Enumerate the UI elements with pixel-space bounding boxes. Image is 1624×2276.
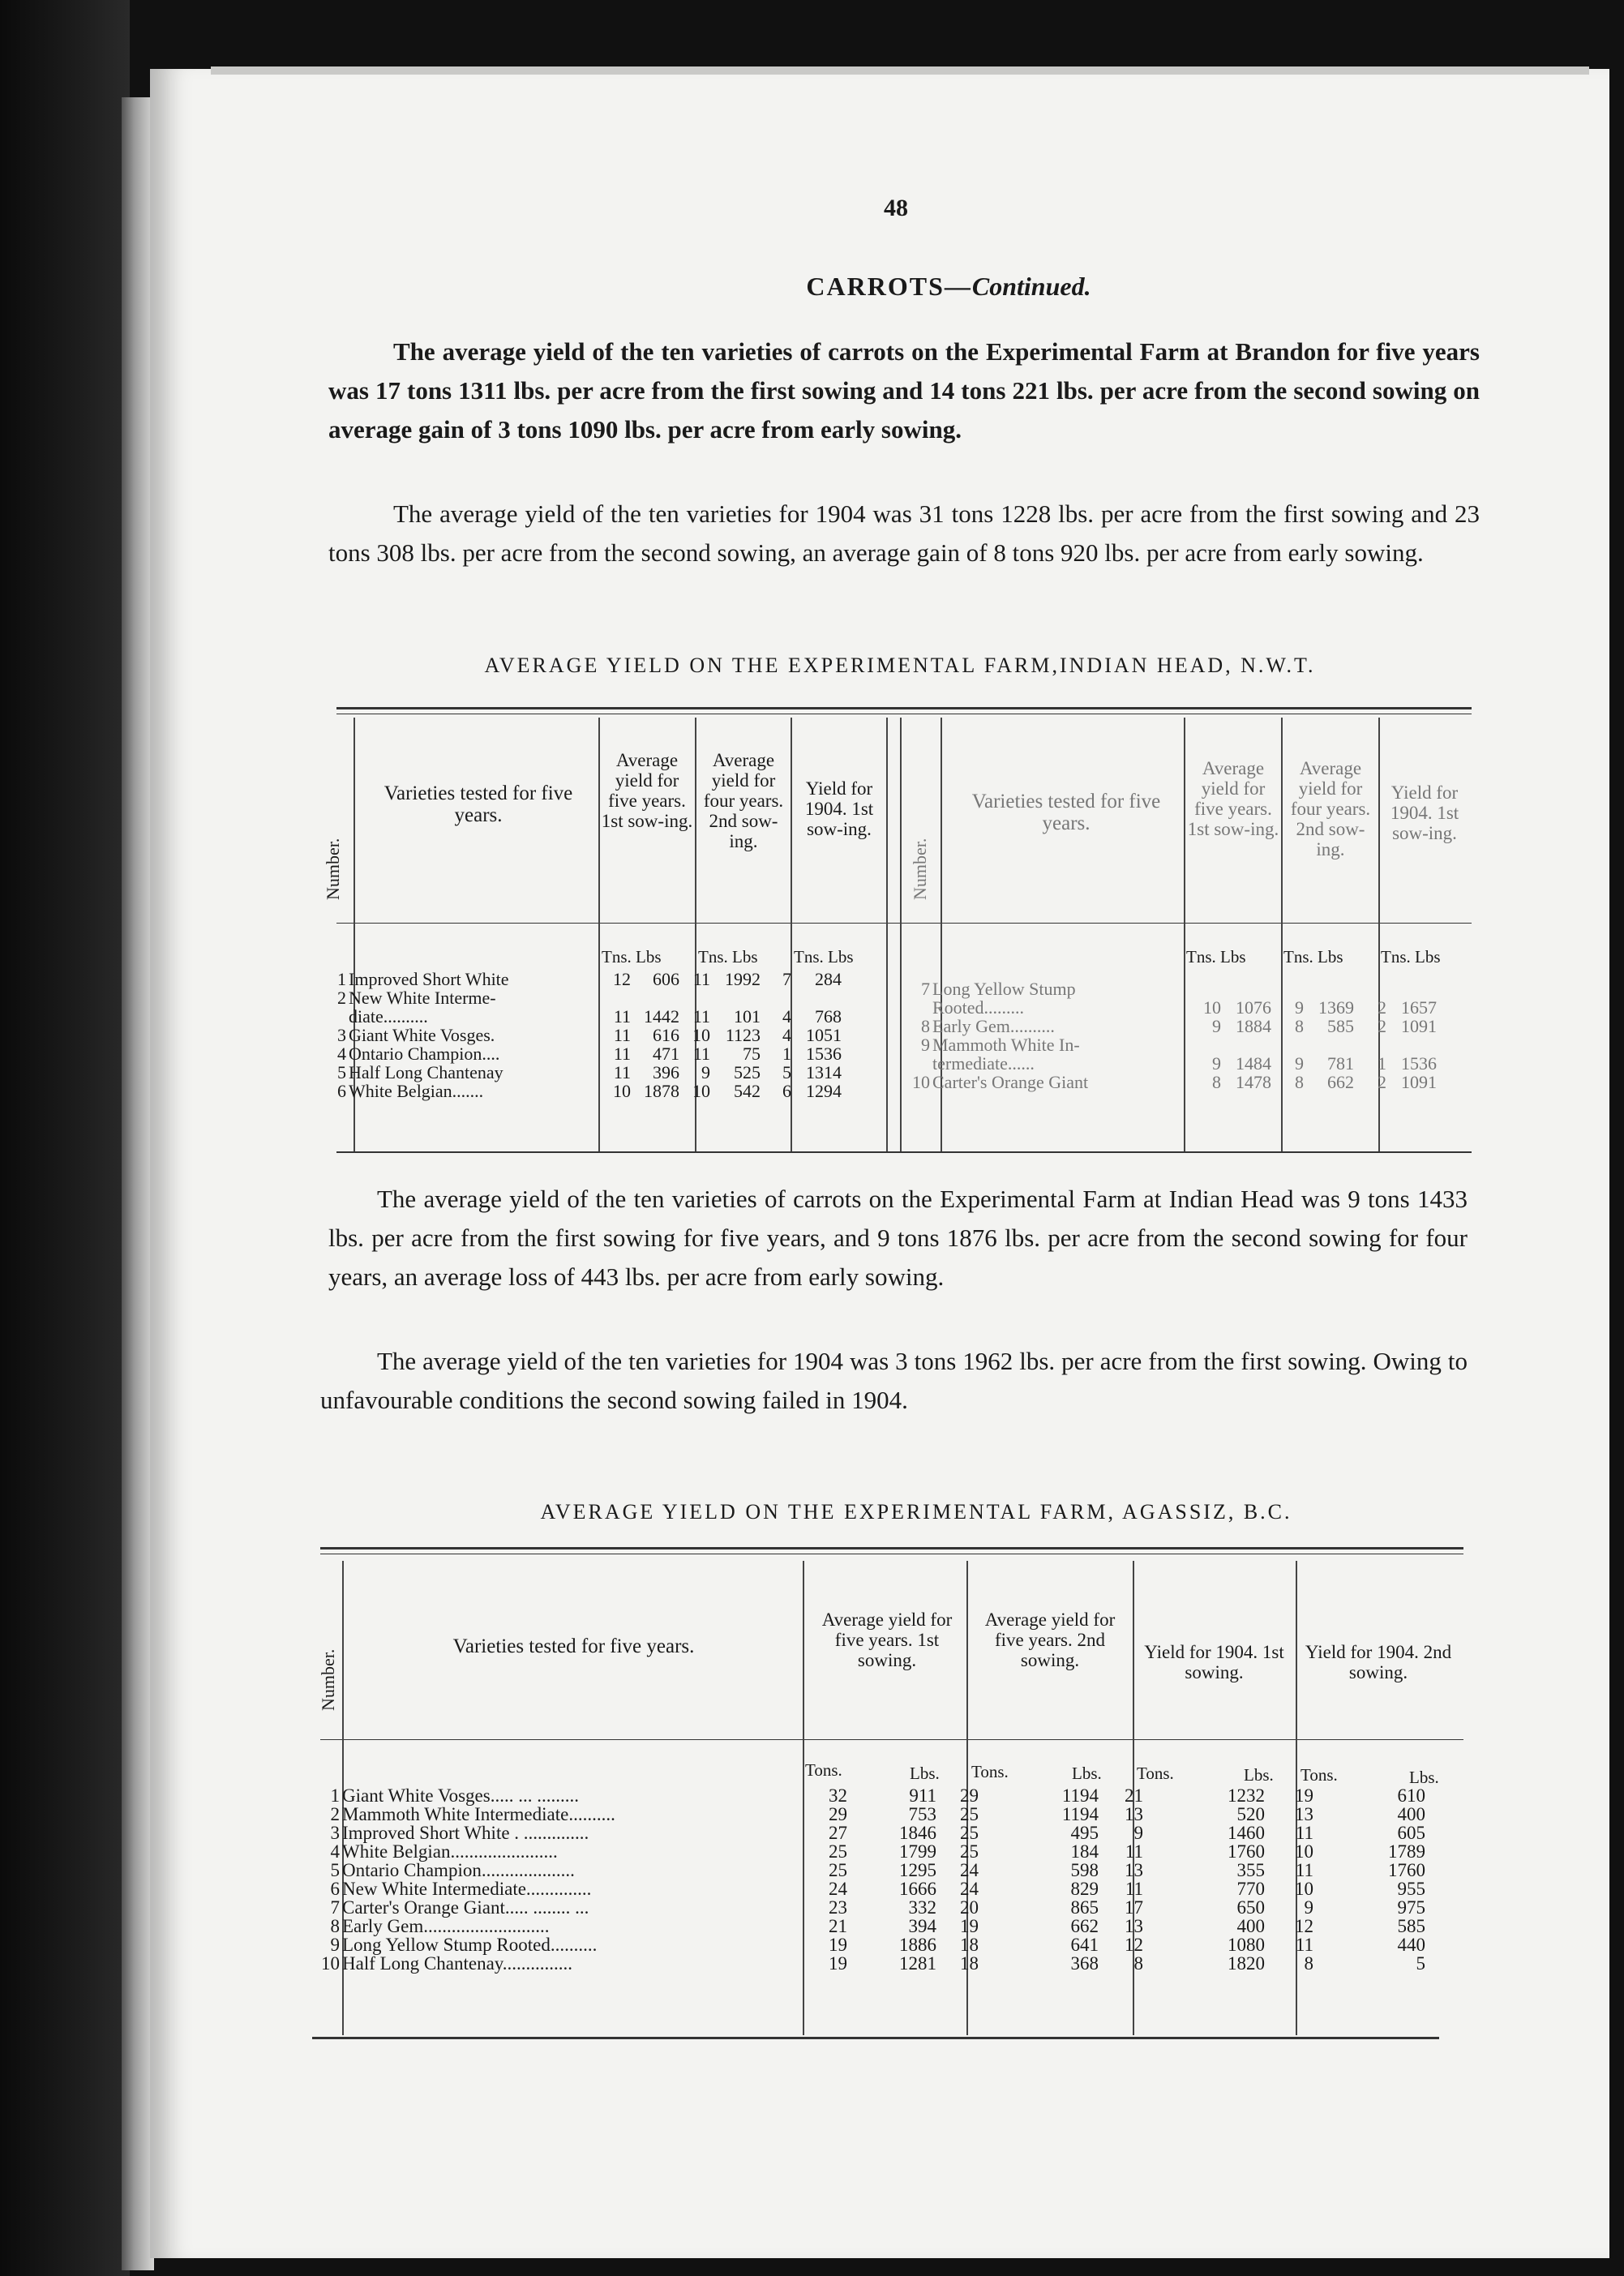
tons-value: 13 <box>1295 1804 1313 1824</box>
paragraph-brandon-five-years: The average yield of the ten varieties of carrots on the Experimental Farm at Brandon for five years was 17 tons 1311 lbs. per acre from the first sowing and 14 tons 221 lbs. per acre from the second sowing on average gain of 3 tons 1090 lbs. per acre from early sowing. <box>328 337 1480 444</box>
table-row <box>318 1842 1425 1861</box>
table-row <box>328 970 842 988</box>
tons-value: 18 <box>960 1935 979 1955</box>
tons-value: 19 <box>829 1935 847 1955</box>
row-number: 4 <box>330 1841 340 1862</box>
tons-value <box>1271 979 1304 998</box>
lbs-value: 1314 <box>806 1062 842 1082</box>
header-avg-first-sowing: Average yield for five years. 1st sowing. <box>821 1609 953 1670</box>
lbs-value <box>1221 979 1271 998</box>
units-tons: Tons. <box>1300 1765 1338 1785</box>
tons-value: 25 <box>960 1804 979 1824</box>
table-bottom-rule <box>336 1151 1472 1153</box>
lbs-value: 955 <box>1397 1879 1425 1899</box>
header-bottom-rule <box>320 1739 1463 1740</box>
tons-value: 11 <box>1125 1841 1143 1862</box>
header-number-left: Number. <box>323 838 343 900</box>
lbs-value: 1666 <box>899 1879 936 1899</box>
lbs-value: 5 <box>1416 1953 1425 1974</box>
row-number: 9 <box>921 1035 930 1055</box>
tons-value <box>1354 1035 1386 1054</box>
row-number: 9 <box>330 1935 340 1955</box>
header-number-right: Number. <box>910 838 930 900</box>
tons-value <box>1354 979 1386 998</box>
lbs-value <box>1386 979 1437 998</box>
header-avg4-right: Average yield for four years. 2nd sow-ing. <box>1290 758 1371 859</box>
lbs-value <box>1386 1035 1437 1054</box>
variety-name: New White Intermediate.............. <box>342 1879 592 1899</box>
row-number: 2 <box>337 988 346 1008</box>
tons-value <box>1271 1035 1304 1054</box>
lbs-value: 1194 <box>1061 1785 1099 1806</box>
variety-name: Early Gem.......... <box>932 1016 1055 1036</box>
tons-value: 21 <box>829 1916 847 1936</box>
book-gutter <box>122 97 154 2270</box>
lbs-value <box>1221 1035 1271 1054</box>
variety-name: Improved Short White . .............. <box>342 1823 589 1843</box>
table-row <box>318 1861 1425 1880</box>
header-1904-left: Yield for 1904. 1st sow-ing. <box>804 778 874 839</box>
tons-value: 5 <box>782 1062 791 1082</box>
lbs-value: 1295 <box>899 1860 936 1880</box>
section-heading <box>649 272 1249 302</box>
tons-value: 2 <box>1378 1016 1386 1036</box>
variety-name: New White Interme- <box>349 988 496 1008</box>
lbs-value: 911 <box>909 1785 936 1806</box>
table-row <box>318 1880 1425 1898</box>
lbs-value: 1820 <box>1228 1953 1265 1974</box>
table-title-indian-head: AVERAGE YIELD ON THE EXPERIMENTAL FARM,INDIAN HEAD, N.W.T. <box>484 654 1316 677</box>
tons-value: 25 <box>829 1841 847 1862</box>
lbs-value: 1657 <box>1401 997 1437 1018</box>
table-row <box>318 1805 1425 1824</box>
lbs-value: 1123 <box>725 1025 761 1045</box>
header-avg5-right: Average yield for five years. 1st sow-ing. <box>1187 758 1279 839</box>
lbs-value: 1884 <box>1236 1016 1271 1036</box>
row-number: 8 <box>330 1916 340 1936</box>
lbs-value: 332 <box>908 1897 936 1918</box>
tons-value <box>1190 1035 1221 1054</box>
variety-name: Giant White Vosges..... ... ......... <box>342 1785 579 1806</box>
lbs-value: 400 <box>1397 1804 1425 1824</box>
lbs-value: 1760 <box>1388 1860 1425 1880</box>
tons-value: 10 <box>692 1025 710 1045</box>
variety-name: Long Yellow Stump <box>932 979 1076 999</box>
tons-value: 12 <box>1295 1916 1313 1936</box>
header-number: Number. <box>318 1648 338 1711</box>
units-tons: Tons. <box>1137 1764 1174 1783</box>
tons-value: 8 <box>1295 1072 1304 1092</box>
tons-value: 19 <box>829 1953 847 1974</box>
variety-name: Giant White Vosges. <box>349 1025 495 1045</box>
tons-value: 11 <box>1295 1860 1313 1880</box>
lbs-value: 1536 <box>1401 1053 1437 1074</box>
tons-value: 11 <box>613 1062 631 1082</box>
header-variety-left: Varieties tested for five years. <box>384 782 573 826</box>
lbs-value: 184 <box>1070 1841 1099 1862</box>
tons-value: 27 <box>829 1823 847 1843</box>
table-row <box>892 1035 1437 1054</box>
lbs-value <box>1304 979 1354 998</box>
variety-name: Mammoth White In- <box>932 1035 1080 1055</box>
lbs-value: 1484 <box>1236 1053 1271 1074</box>
paragraph-indian-head-five-years: The average yield of the ten varieties of carrots on the Experimental Farm at Indian Head was 9 tons 1433 lbs. per acre from the first sowing for five years, and 9 tons 1876 lbs. per acre from the second sowing for four years, an average loss of 443 lbs. per acre from early sowing. <box>328 1185 1468 1291</box>
tons-value: 20 <box>960 1897 979 1918</box>
lbs-value: 585 <box>1327 1016 1354 1036</box>
tons-value: 18 <box>960 1953 979 1974</box>
tons-value: 4 <box>782 1006 791 1027</box>
header-1904-right: Yield for 1904. 1st sow-ing. <box>1390 782 1459 843</box>
lbs-value: 662 <box>1327 1072 1354 1092</box>
table-top-rule <box>336 707 1472 709</box>
variety-name: Carter's Orange Giant..... ........ ... <box>342 1897 589 1918</box>
table-row <box>892 998 1437 1017</box>
lbs-value: 284 <box>815 969 842 989</box>
tons-value: 8 <box>1212 1072 1221 1092</box>
tons-value: 10 <box>1295 1841 1313 1862</box>
row-number: 7 <box>330 1897 340 1918</box>
variety-name: termediate...... <box>932 1053 1035 1074</box>
page-number: 48 <box>884 195 908 221</box>
header-variety-right: Varieties tested for five years. <box>971 791 1161 834</box>
lbs-value <box>791 988 842 1007</box>
lbs-value: 829 <box>1070 1879 1099 1899</box>
table-row <box>328 988 842 1007</box>
header-bottom-rule <box>336 923 1472 924</box>
lbs-value: 1760 <box>1228 1841 1265 1862</box>
row-number: 5 <box>330 1860 340 1880</box>
tons-value: 10 <box>613 1081 631 1101</box>
tons-value: 29 <box>829 1804 847 1824</box>
lbs-value: 650 <box>1236 1897 1265 1918</box>
tons-value: 13 <box>1125 1916 1143 1936</box>
tons-value: 1 <box>1378 1053 1386 1074</box>
variety-name: White Belgian....................... <box>342 1841 558 1862</box>
header-1904-first-sowing: Yield for 1904. 1st sowing. <box>1144 1642 1284 1682</box>
lbs-value: 400 <box>1236 1916 1265 1936</box>
tons-value: 32 <box>829 1785 847 1806</box>
table-row <box>328 1007 842 1026</box>
units-label: Tns. Lbs <box>1381 947 1441 967</box>
tons-value: 11 <box>692 969 710 989</box>
tons-value: 13 <box>1125 1860 1143 1880</box>
lbs-value: 394 <box>908 1916 936 1936</box>
units-lbs: Lbs. <box>1409 1768 1439 1787</box>
table-row <box>892 979 1437 998</box>
table-row <box>892 1073 1437 1091</box>
row-number: 3 <box>337 1025 346 1045</box>
lbs-value: 525 <box>734 1062 761 1082</box>
paragraph-indian-head-1904: The average yield of the ten varieties for 1904 was 3 tons 1962 lbs. per acre from the first sowing. Owing to unfavourable conditions the second sowing failed in 1904. <box>320 1347 1468 1414</box>
tons-value: 8 <box>1295 1016 1304 1036</box>
tons-value: 12 <box>613 969 631 989</box>
tons-value: 11 <box>613 1025 631 1045</box>
tons-value: 9 <box>1212 1016 1221 1036</box>
lbs-value: 1442 <box>644 1006 679 1027</box>
units-lbs: Lbs. <box>1072 1764 1102 1783</box>
table-row <box>328 1026 842 1044</box>
table-row <box>892 1054 1437 1073</box>
lbs-value: 598 <box>1070 1860 1099 1880</box>
header-avg-second-sowing: Average yield for five years. 2nd sowing. <box>984 1609 1116 1670</box>
row-number: 5 <box>337 1062 346 1082</box>
units-label: Tns. Lbs <box>698 947 758 967</box>
tons-value: 10 <box>692 1081 710 1101</box>
table-row <box>328 1063 842 1082</box>
heading-main: CARROTS— <box>806 272 972 301</box>
tons-value: 11 <box>1295 1823 1313 1843</box>
tons-value: 21 <box>1125 1785 1143 1806</box>
tons-value: 17 <box>1125 1897 1143 1918</box>
lbs-value: 396 <box>653 1062 679 1082</box>
lbs-value: 471 <box>653 1044 679 1064</box>
lbs-value: 1878 <box>644 1081 679 1101</box>
tons-value: 25 <box>829 1860 847 1880</box>
row-number <box>892 1054 932 1073</box>
lbs-value: 768 <box>815 1006 842 1027</box>
tons-value: 2 <box>1378 997 1386 1018</box>
tons-value: 8 <box>1133 1953 1143 1974</box>
table-title-agassiz: AVERAGE YIELD ON THE EXPERIMENTAL FARM, AGASSIZ, B.C. <box>540 1500 1292 1524</box>
tons-value: 8 <box>1304 1953 1313 1974</box>
units-label: Tns. Lbs <box>794 947 854 967</box>
indian-head-right-table <box>892 979 1437 1091</box>
table-row <box>328 1082 842 1100</box>
variety-name: White Belgian....... <box>349 1081 484 1101</box>
lbs-value: 641 <box>1070 1935 1099 1955</box>
tons-value: 10 <box>1203 997 1221 1018</box>
tons-value: 19 <box>960 1916 979 1936</box>
table-row <box>318 1824 1425 1842</box>
lbs-value: 662 <box>1070 1916 1099 1936</box>
lbs-value: 495 <box>1070 1823 1099 1843</box>
tons-value: 11 <box>1125 1879 1143 1899</box>
tons-value: 11 <box>613 1006 631 1027</box>
units-label: Tns. Lbs <box>602 947 662 967</box>
units-label: Tns. Lbs <box>1186 947 1246 967</box>
lbs-value: 1076 <box>1236 997 1271 1018</box>
variety-name: Ontario Champion.................... <box>342 1860 575 1880</box>
lbs-value: 440 <box>1397 1935 1425 1955</box>
row-number: 6 <box>337 1081 346 1101</box>
units-label: Tns. Lbs <box>1283 947 1343 967</box>
paragraph-brandon-1904: The average yield of the ten varieties for 1904 was 31 tons 1228 lbs. per acre from the first sowing and 23 tons 308 lbs. per acre from the second sowing, an average gain of 8 tons 920 lbs. per acre from early sowing. <box>328 499 1480 567</box>
tons-value: 29 <box>960 1785 979 1806</box>
lbs-value: 1799 <box>899 1841 936 1862</box>
lbs-value: 1789 <box>1388 1841 1425 1862</box>
variety-name: Early Gem........................... <box>342 1916 550 1936</box>
tons-value: 6 <box>782 1081 791 1101</box>
tons-value: 13 <box>1125 1804 1143 1824</box>
lbs-value: 616 <box>653 1025 679 1045</box>
lbs-value: 865 <box>1070 1897 1099 1918</box>
tons-value: 10 <box>1295 1879 1313 1899</box>
tons-value: 4 <box>782 1025 791 1045</box>
row-number: 7 <box>921 979 930 999</box>
table-bottom-rule <box>312 2037 1439 2039</box>
tons-value <box>1190 979 1221 998</box>
tons-value: 9 <box>701 1062 710 1082</box>
row-number <box>892 998 932 1017</box>
variety-name: Mammoth White Intermediate.......... <box>342 1804 615 1824</box>
tons-value: 25 <box>960 1823 979 1843</box>
lbs-value: 1536 <box>806 1044 842 1064</box>
tons-value: 19 <box>1295 1785 1313 1806</box>
tons-value: 2 <box>1378 1072 1386 1092</box>
lbs-value: 781 <box>1327 1053 1354 1074</box>
row-number: 10 <box>321 1953 340 1974</box>
lbs-value: 770 <box>1236 1879 1265 1899</box>
scan-background <box>0 0 130 2276</box>
lbs-value: 1051 <box>806 1025 842 1045</box>
variety-name: Half Long Chantenay............... <box>342 1953 573 1974</box>
variety-name: diate.......... <box>349 1006 428 1027</box>
lbs-value: 368 <box>1070 1953 1099 1974</box>
lbs-value: 1369 <box>1318 997 1354 1018</box>
table-row <box>318 1786 1425 1805</box>
lbs-value: 1478 <box>1236 1072 1271 1092</box>
tons-value: 7 <box>782 969 791 989</box>
lbs-value <box>710 988 761 1007</box>
row-number: 6 <box>330 1879 340 1899</box>
units-tons: Tons. <box>805 1760 842 1780</box>
lbs-value: 1294 <box>806 1081 842 1101</box>
lbs-value: 753 <box>908 1804 936 1824</box>
table-row <box>328 1044 842 1063</box>
tons-value: 9 <box>1295 1053 1304 1074</box>
lbs-value: 520 <box>1236 1804 1265 1824</box>
variety-name: Rooted......... <box>932 997 1025 1018</box>
tons-value: 9 <box>1133 1823 1143 1843</box>
lbs-value: 1194 <box>1061 1804 1099 1824</box>
lbs-value: 355 <box>1236 1860 1265 1880</box>
lbs-value: 1232 <box>1228 1785 1265 1806</box>
lbs-value <box>1304 1035 1354 1054</box>
variety-name: Half Long Chantenay <box>349 1062 503 1082</box>
units-tons: Tons. <box>971 1762 1009 1781</box>
tons-value: 9 <box>1304 1897 1313 1918</box>
row-number: 1 <box>330 1785 340 1806</box>
variety-name: Improved Short White <box>349 969 509 989</box>
lbs-value: 1846 <box>899 1823 936 1843</box>
lbs-value: 585 <box>1397 1916 1425 1936</box>
lbs-value: 1091 <box>1401 1016 1437 1036</box>
units-lbs: Lbs. <box>1244 1765 1274 1785</box>
row-number: 2 <box>330 1804 340 1824</box>
page-top-edge <box>211 66 1589 75</box>
tons-value: 9 <box>1212 1053 1221 1074</box>
tons-value: 24 <box>829 1879 847 1899</box>
tons-value <box>600 988 631 1007</box>
tons-value: 11 <box>692 1006 710 1027</box>
lbs-value: 1281 <box>899 1953 936 1974</box>
variety-name: Ontario Champion.... <box>349 1044 500 1064</box>
header-variety: Varieties tested for five years. <box>452 1635 695 1657</box>
table-row <box>318 1898 1425 1917</box>
header-1904-second-sowing: Yield for 1904. 2nd sowing. <box>1305 1642 1452 1682</box>
lbs-value: 542 <box>734 1081 761 1101</box>
lbs-value: 101 <box>734 1006 761 1027</box>
variety-name: Long Yellow Stump Rooted.......... <box>342 1935 598 1955</box>
table-row <box>318 1935 1425 1954</box>
row-number: 1 <box>337 969 346 989</box>
heading-continued: Continued. <box>971 272 1091 301</box>
table-row <box>318 1917 1425 1935</box>
lbs-value: 1460 <box>1228 1823 1265 1843</box>
row-number: 8 <box>921 1016 930 1036</box>
tons-value <box>679 988 710 1007</box>
lbs-value <box>631 988 679 1007</box>
variety-name: Carter's Orange Giant <box>932 1072 1089 1092</box>
lbs-value: 975 <box>1397 1897 1425 1918</box>
tons-value: 11 <box>692 1044 710 1064</box>
lbs-value: 1992 <box>725 969 761 989</box>
tons-value: 9 <box>1295 997 1304 1018</box>
tons-value: 12 <box>1125 1935 1143 1955</box>
row-number: 10 <box>912 1072 930 1092</box>
tons-value: 11 <box>1295 1935 1313 1955</box>
col-rule <box>886 718 888 1151</box>
tons-value: 25 <box>960 1841 979 1862</box>
lbs-value: 1886 <box>899 1935 936 1955</box>
table-row <box>318 1954 1425 1973</box>
row-number: 3 <box>330 1823 340 1843</box>
lbs-value: 606 <box>653 969 679 989</box>
header-avg5-left: Average yield for five years. 1st sow-ing. <box>601 750 693 831</box>
tons-value: 1 <box>782 1044 791 1064</box>
tons-value: 23 <box>829 1897 847 1918</box>
table-row <box>892 1017 1437 1035</box>
indian-head-left-table <box>328 970 842 1100</box>
lbs-value: 1091 <box>1401 1072 1437 1092</box>
lbs-value: 75 <box>743 1044 761 1064</box>
agassiz-data-table <box>318 1786 1425 1973</box>
table-top-rule <box>320 1547 1463 1549</box>
row-number: 4 <box>337 1044 346 1064</box>
row-number <box>328 1007 349 1026</box>
lbs-value: 605 <box>1397 1823 1425 1843</box>
units-lbs: Lbs. <box>910 1764 940 1783</box>
header-avg4-left: Average yield for four years. 2nd sow-ing. <box>703 750 784 851</box>
tons-value: 11 <box>613 1044 631 1064</box>
tons-value <box>761 988 791 1007</box>
lbs-value: 1080 <box>1228 1935 1265 1955</box>
tons-value: 24 <box>960 1879 979 1899</box>
tons-value: 24 <box>960 1860 979 1880</box>
lbs-value: 610 <box>1397 1785 1425 1806</box>
